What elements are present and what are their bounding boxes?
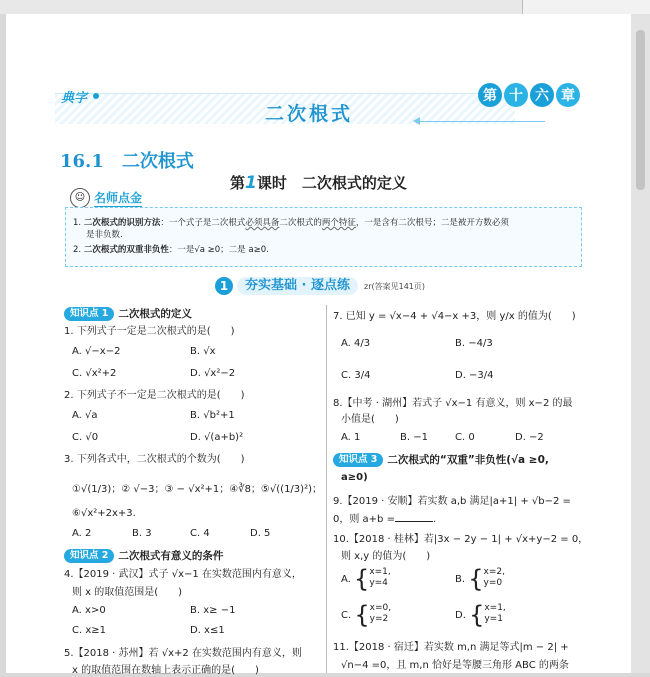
kp-pill: 知识点 2 bbox=[64, 549, 114, 563]
chapter-number bbox=[478, 83, 580, 107]
kp-title: 二次根式有意义的条件 bbox=[118, 550, 224, 562]
q3-option-c: C. 4 bbox=[190, 528, 210, 539]
question-7-stem: 7. 已知 y = √x−4 + √4−x +3，则 y/x 的值为( ) bbox=[333, 311, 576, 322]
answer-reference: zr(答案见141页) bbox=[364, 281, 425, 291]
question-10-stem-cont: 则 x,y 的值为( ) bbox=[341, 551, 431, 562]
q1-option-c: C. √x²+2 bbox=[72, 368, 117, 379]
chapter-char: 六 bbox=[530, 83, 554, 107]
answer-blank[interactable] bbox=[395, 521, 433, 522]
column-divider bbox=[326, 305, 327, 673]
q1-option-d: D. √x²−2 bbox=[190, 368, 236, 379]
question-3-stem: 3. 下列各式中，二次根式的个数为( ) bbox=[64, 454, 245, 465]
question-4-stem: 4.【2019 · 武汉】式子 √x−1 在实数范围内有意义， bbox=[64, 569, 302, 580]
kp3-title-cont: a≥0) bbox=[341, 472, 368, 483]
q4-option-a: A. x>0 bbox=[72, 605, 106, 616]
q8-option-d: D. −2 bbox=[515, 432, 544, 443]
kp-title: 二次根式的“双重”非负性(√a ≥0, bbox=[387, 454, 549, 466]
practice-ribbon bbox=[215, 277, 425, 295]
section-name: 二次根式 bbox=[121, 151, 194, 172]
q7-option-d: D. −3/4 bbox=[455, 370, 494, 381]
tips-box bbox=[65, 207, 582, 267]
q4-option-b: B. x≥ −1 bbox=[190, 605, 236, 616]
knowledge-point-2 bbox=[64, 548, 223, 563]
q7-option-a: A. 4/3 bbox=[341, 338, 371, 349]
question-10-stem: 10.【2018 · 桂林】若|3x − 2y − 1| + √x+y−2 = 0， bbox=[333, 534, 589, 545]
chapter-char: 十 bbox=[504, 83, 528, 107]
scrollbar-thumb[interactable] bbox=[636, 30, 645, 190]
q3-option-b: B. 3 bbox=[132, 528, 152, 539]
q8-option-a: A. 1 bbox=[341, 432, 361, 443]
q2-option-a: A. √a bbox=[72, 410, 98, 421]
q1-option-a: A. √−x−2 bbox=[72, 346, 121, 357]
lesson-suffix: 课时 二次根式的定义 bbox=[256, 174, 407, 192]
q7-option-c: C. 3/4 bbox=[341, 370, 371, 381]
chapter-char: 章 bbox=[556, 83, 580, 107]
kp-pill: 知识点 3 bbox=[333, 453, 383, 467]
q4-option-c: C. x≥1 bbox=[72, 625, 106, 636]
teacher-avatar-icon: ☺ bbox=[70, 188, 90, 208]
q10-option-c: C. { x=0, y=2 bbox=[341, 601, 392, 629]
question-2-stem: 2. 下列式子不一定是二次根式的是( ) bbox=[64, 390, 245, 401]
knowledge-point-1 bbox=[64, 306, 192, 321]
q10-option-a: A. { x=1, y=4 bbox=[341, 565, 391, 593]
chapter-char: 第 bbox=[478, 83, 502, 107]
kp-title: 二次根式的定义 bbox=[118, 308, 192, 320]
question-5-stem-cont: x 的取值范围在数轴上表示正确的是( ) bbox=[72, 665, 259, 676]
q10-option-d: D. { x=1, y=1 bbox=[455, 601, 506, 629]
section-heading bbox=[60, 147, 194, 173]
question-9-stem-cont: 0，则 a+b = . bbox=[333, 514, 437, 525]
q3-option-a: A. 2 bbox=[72, 528, 92, 539]
tips-label: 名师点金 bbox=[94, 189, 142, 208]
toolbar-segment bbox=[522, 0, 650, 14]
question-11-stem: 11.【2018 · 宿迁】若实数 m,n 满足等式|m − 2| + bbox=[333, 642, 569, 653]
tip-line-2: 2. 二次根式的双重非负性：一是√a ≥0；二是 a≥0. bbox=[73, 245, 269, 255]
lesson-number: 1 bbox=[245, 173, 257, 193]
q8-option-c: C. 0 bbox=[455, 432, 475, 443]
q2-option-b: B. √b²+1 bbox=[190, 410, 235, 421]
q3-items-cont: ⑥√x²+2x+3. bbox=[72, 508, 136, 519]
banner-arrow-icon bbox=[415, 121, 545, 122]
section-number: 16.1 bbox=[60, 151, 104, 172]
q10-option-b: B. { x=2, y=0 bbox=[455, 565, 505, 593]
window-top-bar bbox=[0, 0, 650, 14]
ribbon-number: 1 bbox=[215, 277, 233, 295]
tips-header bbox=[70, 188, 142, 208]
banner-tag: 典字 bbox=[61, 91, 88, 106]
q2-option-d: D. √(a+b)² bbox=[190, 432, 244, 443]
question-4-stem-cont: 则 x 的取值范围是( ) bbox=[72, 587, 183, 598]
q4-option-d: D. x≤1 bbox=[190, 625, 225, 636]
knowledge-point-3 bbox=[333, 452, 549, 467]
chapter-title: 二次根式 bbox=[265, 103, 354, 125]
ribbon-title: 夯实基础 · 逐点练 bbox=[237, 277, 358, 295]
q7-option-b: B. −4/3 bbox=[455, 338, 493, 349]
tip-line-1-cont: 是非负数. bbox=[86, 230, 123, 240]
q2-option-c: C. √0 bbox=[72, 432, 99, 443]
question-8-stem: 8.【中考 · 湖州】若式子 √x−1 有意义，则 x−2 的最 bbox=[333, 398, 573, 409]
question-8-stem-cont: 小值是( ) bbox=[341, 414, 399, 425]
tip-line-1: 1. 二次根式的识别方法：一个式子是二次根式必须具备二次根式的两个特征，一是含有二次根号；二是被开方数必须 bbox=[73, 218, 509, 228]
q1-option-b: B. √x bbox=[190, 346, 216, 357]
lesson-prefix: 第 bbox=[230, 174, 246, 192]
question-9-stem: 9.【2019 · 安顺】若实数 a,b 满足|a+1| + √b−2 = bbox=[333, 496, 571, 507]
lesson-title bbox=[230, 172, 407, 193]
q8-option-b: B. −1 bbox=[400, 432, 428, 443]
banner-dot-icon bbox=[93, 93, 99, 99]
question-5-stem: 5.【2018 · 苏州】若 √x+2 在实数范围内有意义，则 bbox=[64, 648, 302, 659]
question-11-stem-cont: √n−4 =0，且 m,n 恰好是等腰三角形 ABC 的两条 bbox=[341, 660, 569, 671]
q3-option-d: D. 5 bbox=[250, 528, 271, 539]
q3-items: ①√(1/3)；② √−3；③ − √x²+1；④∛8；⑤√((1/3)²)； bbox=[72, 484, 322, 495]
chapter-banner bbox=[55, 83, 585, 131]
question-1-stem: 1. 下列式子一定是二次根式的是( ) bbox=[64, 326, 235, 337]
kp-pill: 知识点 1 bbox=[64, 307, 114, 321]
